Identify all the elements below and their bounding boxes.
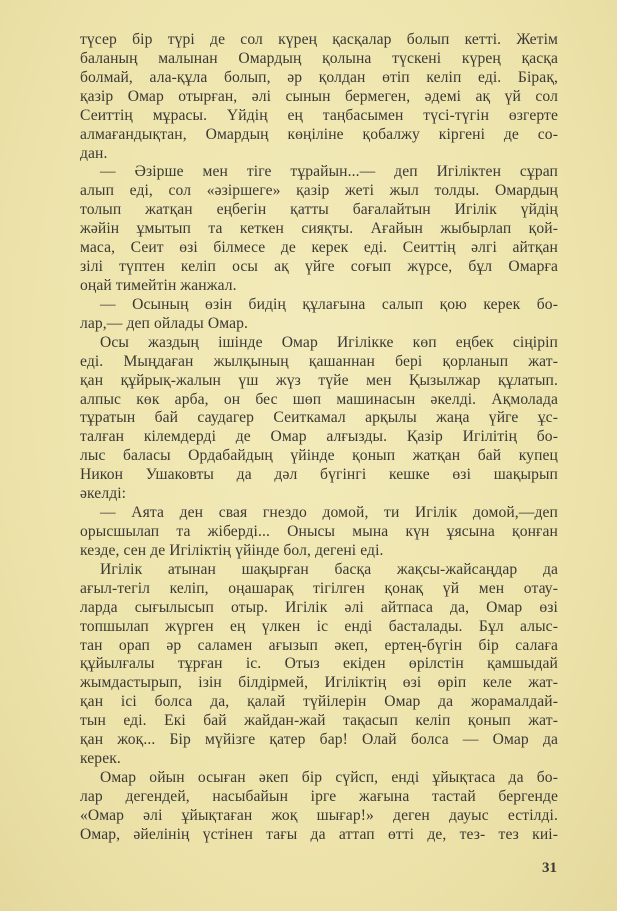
text-line: талған кілемдерді де Омар алғызды. Қазір Игілітің бо- [80,428,558,446]
text-line: баланың малынан Омардың қолына түскені күрең қасқа [80,49,558,67]
paragraph [80,296,558,334]
text-line: орысшылап та жіберді... Онысы мына күн ұясына қонған [80,522,558,540]
text-line: ағыл-тегіл келіп, оңашарақ тігілген қонақ үй мен отау- [80,579,558,597]
text-line: алпыс көк арба, он бес шөп машинасын әкелді. Ақмолада [80,390,558,408]
text-line: Осы жаздың ішінде Омар Игілікке көп еңбек сіңіріп [100,333,558,351]
text-line: ларда сығылысып отыр. Игілік әлі айтпаса да, Омар өзі [80,598,558,616]
page-number: 31 [542,860,557,876]
text-line: тын еді. Екі бай жайдан-жай тақасып келіп қонып жат- [80,712,558,730]
text-line: — Әзірше мен тіге тұрайын...— деп Игіліктен сұрап [100,163,558,181]
text-line: Омар, әйелінің үстінен тағы да аттап өтті де, тез- тез киі- [80,825,558,843]
text-line: «Омар әлі ұйықтаған жоқ шығар!» деген дауыс естілді. [80,806,558,824]
paragraph [80,31,558,163]
text-line: оңай тимейтін жанжал. [80,276,237,294]
text-line: алып еді, сол «әзіршеге» қазір жеті жыл толды. Омардың [80,182,558,200]
paragraph [80,163,558,295]
paragraph [80,504,558,561]
paragraph [80,561,558,769]
text-line: еді. Мыңдаған жылқының қашаннан бері қорланып жат- [80,352,558,370]
text-line: топшылап жүрген ең үлкен іс енді басталады. Бұл алыс- [80,617,558,635]
text-line: дан. [80,144,108,162]
text-line: — Осының өзін бидің құлағына салып қою керек бо- [100,295,558,313]
text-line: құйылғалы тұрған іс. Отыз екіден өрілстін қамшыдай [80,655,558,673]
text-line: Омар ойын осыған әкеп бір сүйсп, енді ұйықтаса да бо- [100,768,558,786]
paragraph [80,769,558,845]
text-line: лар,— деп ойлады Омар. [80,314,248,332]
text-line: толып жатқан еңбегін қатты бағалайтын Игілік үйдің [80,201,558,219]
text-line: түсер бір түрі де сол күрең қасқалар болып кетті. Жетім [80,31,558,48]
text-line: маса, Сеит өзі білмесе де керек еді. Сеиттің әлгі айтқан [80,239,558,257]
text-line: Никон Ушаковты да дәл бүгінгі кешке өзі шақырып [80,466,558,484]
text-line: зілі түптен келіп осы ақ үйге соғып жүрсе, бұл Омарға [80,258,558,276]
text-line: лыс баласы Ордабайдың үйінде қонып жатқан бай купец [80,447,558,465]
text-line: алмағандықтан, Омардың көңіліне қобалжу кіргені де со- [80,125,558,143]
body-text [80,31,558,845]
text-line: Сеиттің мұрасы. Үйдің ең таңбасымен түсі-түгін өзгерте [80,106,558,124]
text-line: — Аята ден свая гнездо домой, ти Игілік домой,—деп [100,504,558,522]
text-line: тан орап әр саламен ағызып әкеп, ертең-бүгін бір салаға [80,636,558,654]
text-line: әкелді: [80,485,127,503]
text-line: болмай, ала-құла болып, әр қолдан өтіп келіп еді. Бірақ, [80,68,558,86]
text-line: қазір Омар отырған, әлі сынын бермеген, әдемі ақ үй сол [80,87,558,105]
text-line: тұратын бай саудагер Сеиткамал арқылы жаңа үйге ұс- [80,409,558,427]
text-line: Игілік атынан шақырған басқа жақсы-жайсаңдар да [100,560,558,578]
text-line: қан құйрық-жалын үш жүз түйе мен Қызылжар құлатып. [80,371,558,389]
text-line: лар дегендей, насыбайын ірге жағына тастай бергенде [80,787,558,805]
text-line: жымдастырып, ізін білдірмей, Игіліктің өзі өріп келе жат- [80,674,558,692]
text-line: қан жоқ... Бір мүйізге қатер бар! Олай болса — Омар да [80,731,558,749]
paragraph [80,334,558,504]
text-line: керек. [80,750,121,768]
text-line: кезде, сен де Игіліктің үйінде бол, дегені еді. [80,541,384,559]
text-line: қан ісі болса да, қалай түйілерін Омар да жорамалдай- [80,693,558,711]
text-line: жәйін ұмытып та кеткен сияқты. Ағайын жыбырлап қой- [80,220,558,238]
